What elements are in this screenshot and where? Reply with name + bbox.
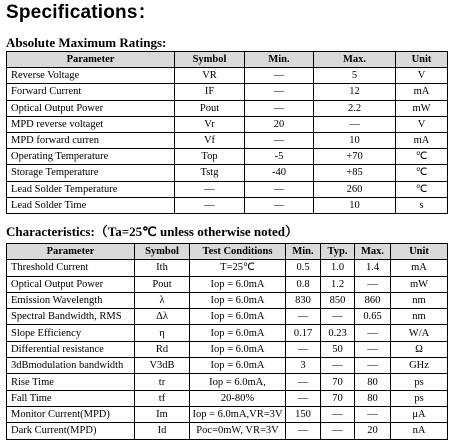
value-cell: W/A — [391, 325, 448, 341]
value-cell: 20 — [355, 423, 391, 439]
value-cell: Iop = 6.0mA — [190, 309, 286, 325]
col-header: Parameter — [7, 52, 175, 68]
parameter-cell: MPD forward curren — [7, 132, 175, 148]
value-cell: ℃ — [396, 165, 448, 181]
value-cell: λ — [135, 292, 190, 308]
table-row — [7, 374, 448, 390]
value-cell: Pout — [135, 276, 190, 292]
parameter-cell: Lead Solder Temperature — [7, 181, 175, 197]
value-cell: V — [396, 116, 448, 132]
value-cell: 10 — [314, 197, 396, 213]
col-header: Unit — [391, 244, 448, 260]
col-header: Parameter — [7, 244, 135, 260]
table-row — [7, 84, 448, 100]
table-row — [7, 276, 448, 292]
value-cell: 830 — [286, 292, 321, 308]
col-header: Min. — [286, 244, 321, 260]
parameter-cell: MPD reverse voltaget — [7, 116, 175, 132]
value-cell: — — [175, 197, 245, 213]
value-cell: mA — [396, 84, 448, 100]
value-cell: -40 — [245, 165, 314, 181]
col-header: Symbol — [175, 52, 245, 68]
value-cell: — — [245, 68, 314, 84]
col-header: Min. — [245, 52, 314, 68]
value-cell: mA — [396, 132, 448, 148]
table-row — [7, 149, 448, 165]
value-cell: — — [245, 100, 314, 116]
value-cell: 10 — [314, 132, 396, 148]
value-cell: — — [245, 181, 314, 197]
value-cell: 70 — [321, 374, 355, 390]
value-cell: 0.8 — [286, 276, 321, 292]
value-cell: mA — [391, 260, 448, 276]
value-cell: 20-80% — [190, 390, 286, 406]
table-row — [7, 325, 448, 341]
page-heading: Specifications： — [6, 2, 157, 23]
value-cell: — — [321, 423, 355, 439]
parameter-cell: Dark Current(MPD) — [7, 423, 135, 439]
col-header: Max. — [355, 244, 391, 260]
value-cell: 0.65 — [355, 309, 391, 325]
value-cell: V — [396, 68, 448, 84]
table-row — [7, 132, 448, 148]
parameter-cell: Lead Solder Time — [7, 197, 175, 213]
parameter-cell: Reverse Voltage — [7, 68, 175, 84]
characteristics-header-row — [7, 244, 448, 260]
table-row — [7, 406, 448, 422]
table-row — [7, 423, 448, 439]
table-row — [7, 309, 448, 325]
value-cell: — — [355, 341, 391, 357]
table-row — [7, 260, 448, 276]
characteristics-table — [6, 243, 448, 440]
value-cell: Vr — [175, 116, 245, 132]
table-row — [7, 197, 448, 213]
parameter-cell: Optical Output Power — [7, 100, 175, 116]
parameter-cell: Forward Current — [7, 84, 175, 100]
value-cell: — — [321, 309, 355, 325]
value-cell: — — [355, 325, 391, 341]
value-cell: — — [286, 309, 321, 325]
value-cell: Tstg — [175, 165, 245, 181]
value-cell: Iop = 6.0mA — [190, 292, 286, 308]
value-cell: 850 — [321, 292, 355, 308]
table-row — [7, 68, 448, 84]
value-cell: mW — [391, 276, 448, 292]
value-cell: Iop = 6.0mA,VR=3V — [190, 406, 286, 422]
value-cell: 1.4 — [355, 260, 391, 276]
value-cell: nm — [391, 309, 448, 325]
parameter-cell: Monitor Current(MPD) — [7, 406, 135, 422]
value-cell: 1.2 — [321, 276, 355, 292]
col-header: Test Conditions — [190, 244, 286, 260]
col-header: Max. — [314, 52, 396, 68]
value-cell: 150 — [286, 406, 321, 422]
value-cell: Iop = 6.0mA — [190, 341, 286, 357]
value-cell: — — [245, 84, 314, 100]
table-row — [7, 165, 448, 181]
value-cell: T=25℃ — [190, 260, 286, 276]
table-row — [7, 358, 448, 374]
value-cell: μA — [391, 406, 448, 422]
value-cell: 70 — [321, 390, 355, 406]
value-cell: -5 — [245, 149, 314, 165]
value-cell: ℃ — [396, 181, 448, 197]
value-cell: 0.23 — [321, 325, 355, 341]
value-cell: nm — [391, 292, 448, 308]
value-cell: V3dB — [135, 358, 190, 374]
table-row — [7, 390, 448, 406]
value-cell: 0.5 — [286, 260, 321, 276]
value-cell: VR — [175, 68, 245, 84]
parameter-cell: Storage Temperature — [7, 165, 175, 181]
value-cell: Iop = 6.0mA — [190, 276, 286, 292]
value-cell: ps — [391, 390, 448, 406]
col-header: Typ. — [321, 244, 355, 260]
value-cell: Iop = 6.0mA — [190, 358, 286, 374]
value-cell: Top — [175, 149, 245, 165]
value-cell: IF — [175, 84, 245, 100]
value-cell: 3 — [286, 358, 321, 374]
parameter-cell: Rise Time — [7, 374, 135, 390]
table-row — [7, 341, 448, 357]
value-cell: 80 — [355, 374, 391, 390]
table-row — [7, 292, 448, 308]
table-row — [7, 100, 448, 116]
value-cell: — — [286, 374, 321, 390]
value-cell: Id — [135, 423, 190, 439]
parameter-cell: Fall Time — [7, 390, 135, 406]
value-cell: 80 — [355, 390, 391, 406]
value-cell: mW — [396, 100, 448, 116]
value-cell: GHz — [391, 358, 448, 374]
value-cell: — — [314, 116, 396, 132]
col-header: Symbol — [135, 244, 190, 260]
value-cell: Pout — [175, 100, 245, 116]
value-cell: 260 — [314, 181, 396, 197]
parameter-cell: Emission Wavelength — [7, 292, 135, 308]
parameter-cell: Differential resistance — [7, 341, 135, 357]
value-cell: nA — [391, 423, 448, 439]
value-cell: — — [321, 406, 355, 422]
value-cell: Δλ — [135, 309, 190, 325]
parameter-cell: 3dBmodulation bandwidth — [7, 358, 135, 374]
value-cell: Vf — [175, 132, 245, 148]
value-cell: Rd — [135, 341, 190, 357]
value-cell: η — [135, 325, 190, 341]
value-cell: ps — [391, 374, 448, 390]
value-cell: — — [245, 132, 314, 148]
parameter-cell: Spectral Bandwidth, RMS — [7, 309, 135, 325]
value-cell: — — [286, 390, 321, 406]
abs-max-title: Absolute Maximum Ratings: — [6, 35, 167, 50]
value-cell: Im — [135, 406, 190, 422]
value-cell: 860 — [355, 292, 391, 308]
table-row — [7, 116, 448, 132]
value-cell: s — [396, 197, 448, 213]
value-cell: 2.2 — [314, 100, 396, 116]
value-cell: — — [355, 406, 391, 422]
abs-max-table — [6, 51, 448, 214]
value-cell: 5 — [314, 68, 396, 84]
value-cell: — — [286, 341, 321, 357]
value-cell: — — [355, 276, 391, 292]
value-cell: +85 — [314, 165, 396, 181]
value-cell: Iop = 6.0mA — [190, 325, 286, 341]
value-cell: 1.0 — [321, 260, 355, 276]
value-cell: tf — [135, 390, 190, 406]
parameter-cell: Slope Efficiency — [7, 325, 135, 341]
parameter-cell: Optical Output Power — [7, 276, 135, 292]
value-cell: 0.17 — [286, 325, 321, 341]
value-cell: 12 — [314, 84, 396, 100]
value-cell: 50 — [321, 341, 355, 357]
characteristics-title: Characteristics:（Ta=25℃ unless otherwise noted） — [6, 224, 298, 239]
value-cell: +70 — [314, 149, 396, 165]
value-cell: Poc=0mW, VR=3V — [190, 423, 286, 439]
value-cell: ℃ — [396, 149, 448, 165]
value-cell: 20 — [245, 116, 314, 132]
value-cell: — — [355, 358, 391, 374]
value-cell: tr — [135, 374, 190, 390]
value-cell: Ith — [135, 260, 190, 276]
value-cell: — — [175, 181, 245, 197]
table-row — [7, 181, 448, 197]
abs-max-header-row — [7, 52, 448, 68]
value-cell: Iop = 6.0mA, — [190, 374, 286, 390]
parameter-cell: Operating Temperature — [7, 149, 175, 165]
parameter-cell: Threshold Current — [7, 260, 135, 276]
value-cell: — — [245, 197, 314, 213]
value-cell: — — [321, 358, 355, 374]
col-header: Unit — [396, 52, 448, 68]
value-cell: — — [286, 423, 321, 439]
value-cell: Ω — [391, 341, 448, 357]
